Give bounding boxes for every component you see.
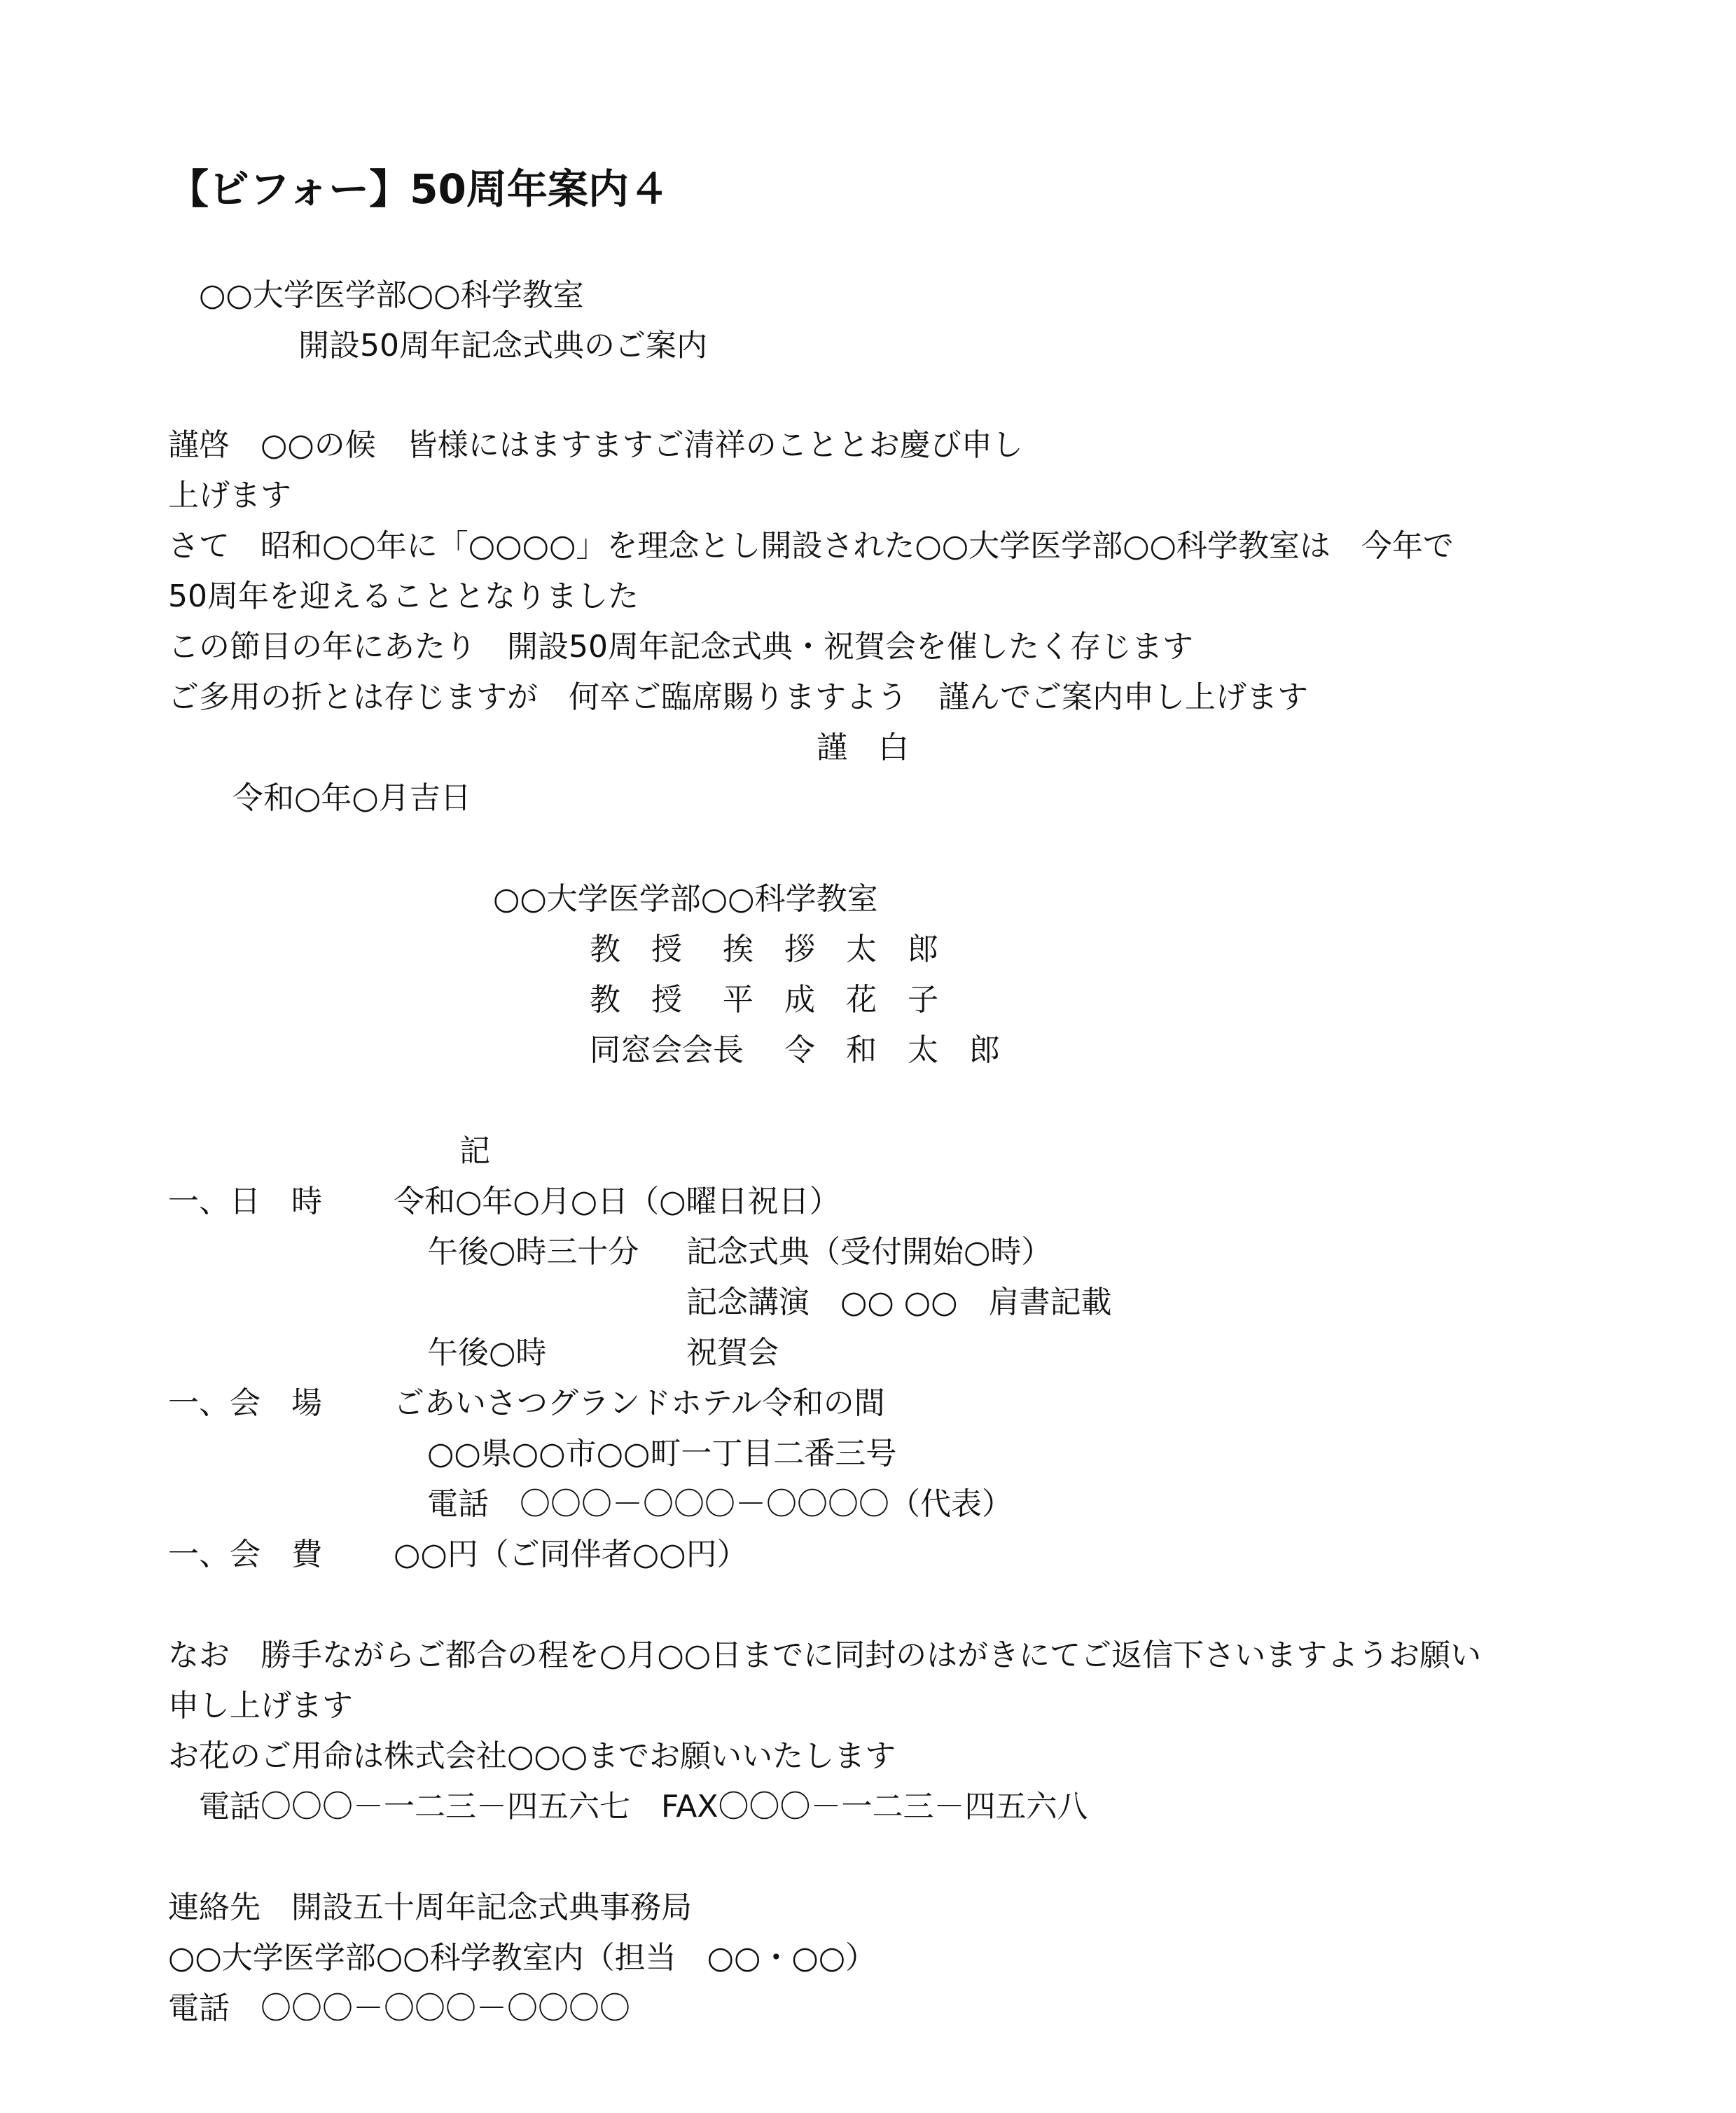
note-flowers: お花のご用命は株式会社○○○までお願いいたします <box>168 1738 896 1774</box>
schedule-time-1: 午後○時三十分 <box>427 1234 639 1270</box>
signatory-org: ○○大学医学部○○科学教室 <box>493 881 878 917</box>
fee-label: 一、会 費 <box>168 1537 322 1572</box>
note-phone-fax: 電話〇〇〇－一二三－四五六七 FAX〇〇〇－一二三－四五六八 <box>199 1789 1088 1824</box>
note-line-1: なお 勝手ながらご都合の程を○月○○日までに同封のはがきにてご返信下さいますようお願い <box>168 1637 1482 1673</box>
venue-name: ごあいさつグランドホテル令和の間 <box>394 1385 885 1421</box>
venue-address: ○○県○○市○○町一丁目二番三号 <box>427 1436 897 1471</box>
greeting-line-2: 上げます <box>168 478 291 513</box>
contact-office: 連絡先 開設五十周年記念式典事務局 <box>168 1890 692 1925</box>
schedule-time-2: 午後○時 <box>427 1335 547 1371</box>
signatory-1: 教 授 挨 拶 太 郎 <box>590 931 938 967</box>
closing-kenpaku: 謹 白 <box>817 730 909 765</box>
fee-value: ○○円（ご同伴者○○円） <box>394 1537 748 1572</box>
venue-label: 一、会 場 <box>168 1385 322 1421</box>
schedule-event-2: 記念講演 ○○ ○○ 肩書記載 <box>686 1284 1112 1320</box>
datetime-label: 一、日 時 <box>168 1184 322 1219</box>
intro-line-1: さて 昭和○○年に「○○○○」を理念とし開設された○○大学医学部○○科学教室は 今年で <box>168 528 1454 564</box>
document-title: 【ビフォー】50周年案内４ <box>168 165 669 213</box>
contact-department: ○○大学医学部○○科学教室内（担当 ○○・○○） <box>168 1940 877 1976</box>
schedule-event-3: 祝賀会 <box>686 1335 779 1371</box>
issue-date: 令和○年○月吉日 <box>232 780 471 816</box>
greeting-line-1: 謹啓 ○○の候 皆様にはますますご清祥のこととお慶び申し <box>168 427 1023 463</box>
signatory-2: 教 授 平 成 花 子 <box>590 982 938 1018</box>
header-subject: 開設50周年記念式典のご案内 <box>298 328 707 363</box>
header-org: ○○大学医学部○○科学教室 <box>199 277 584 313</box>
datetime-value: 令和○年○月○日（○曜日祝日） <box>394 1184 840 1219</box>
ki-heading: 記 <box>459 1133 490 1169</box>
signatory-3: 同窓会会長 令 和 太 郎 <box>590 1032 1000 1068</box>
intro-line-2: 50周年を迎えることとなりました <box>168 579 639 614</box>
schedule-event-1: 記念式典（受付開始○時） <box>686 1234 1053 1270</box>
note-line-2: 申し上げます <box>168 1688 353 1724</box>
body-paragraph-4: ご多用の折とは存じますが 何卒ご臨席賜りますよう 謹んでご案内申し上げます <box>168 679 1308 715</box>
body-paragraph-3: この節目の年にあたり 開設50周年記念式典・祝賀会を催したく存じます <box>168 629 1193 665</box>
venue-phone: 電話 〇〇〇－〇〇〇－〇〇〇〇（代表） <box>427 1486 1013 1522</box>
contact-phone: 電話 〇〇〇－〇〇〇－〇〇〇〇 <box>168 1990 630 2026</box>
